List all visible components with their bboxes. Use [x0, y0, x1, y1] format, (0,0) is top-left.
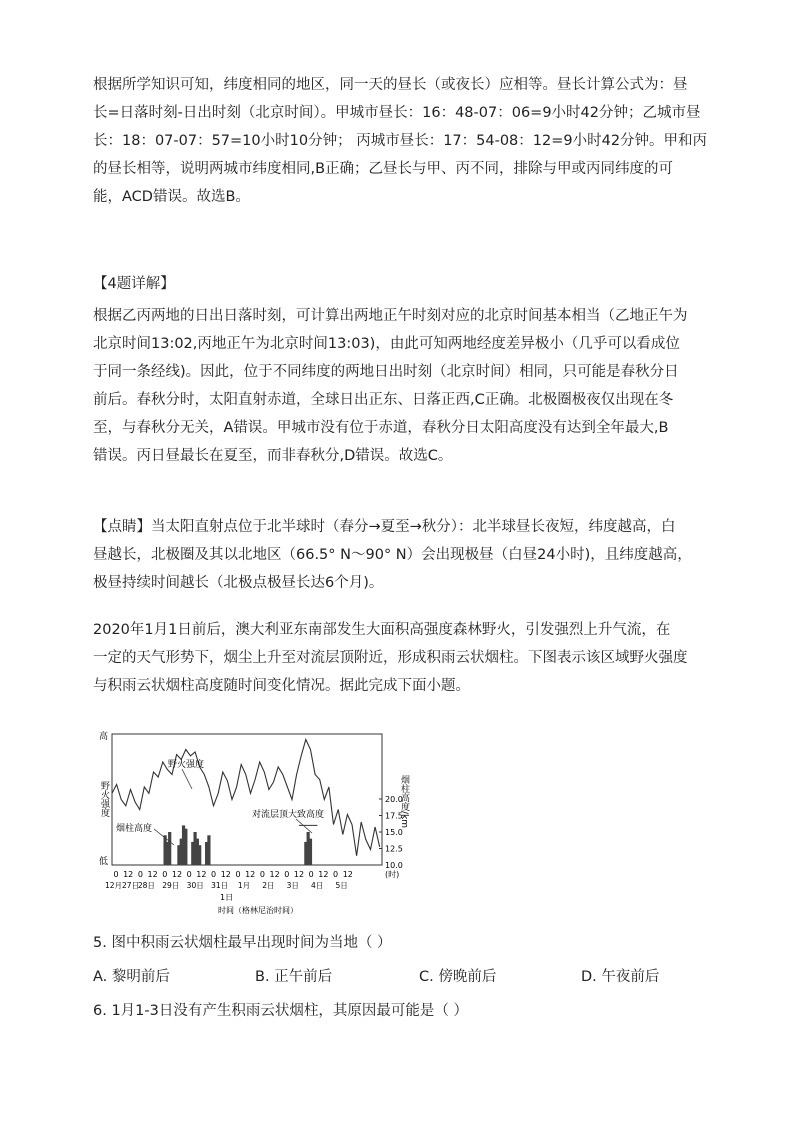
text-line: 根据乙丙两地的日出日落时刻，可计算出两地正午时刻对应的北京时间基本相当（乙地正午为	[93, 308, 688, 324]
x-hour-tick: 0	[235, 870, 241, 879]
annotation-fire: 野火强度	[168, 760, 205, 770]
text-line: 的昼长相等，说明两城市纬度相同,B正确；乙昼长与甲、丙不同，排除与甲或丙同纬度的可	[93, 161, 674, 177]
left-axis-label: 野火强度	[99, 781, 109, 817]
text-line: 根据所学知识可知，纬度相同的地区，同一天的昼长（或夜长）应相等。昼长计算公式为：昼	[93, 77, 688, 93]
x-day-label: 31日	[211, 881, 229, 890]
wildfire-intensity-line	[112, 740, 380, 856]
tip-paragraph	[93, 513, 713, 597]
x-hour-tick: 0	[211, 870, 217, 879]
x-day-label: 4日	[311, 881, 324, 890]
option-a[interactable]: A. 黎明前后	[93, 969, 170, 985]
text-line: 长：18：07-07：57=10小时10分钟； 丙城市昼长：17：54-08：12=9小时42分钟。甲和丙	[93, 133, 708, 149]
text-line: 与积雨云状烟柱高度随时间变化情况。据此完成下面小题。	[93, 678, 470, 694]
right-tick-label: 10.0	[385, 861, 403, 870]
question-6: 6. 1月1-3日没有产生积雨云状烟柱，其原因最可能是（ ）	[93, 1003, 468, 1019]
text-line: 北京时间13:02,丙地正午为北京时间13:03)，由此可知两地经度差异极小（几乎可以看成位	[93, 336, 680, 352]
x-hour-tick: 0	[186, 870, 192, 879]
x-day-label: 12月27日	[104, 881, 140, 890]
text-line: 错误。丙日昼最长在夏至，而非春秋分,D错误。故选C。	[93, 448, 453, 464]
option-d[interactable]: D. 午夜前后	[581, 969, 660, 985]
wildfire-chart	[96, 727, 414, 919]
x-hour-tick: 12	[293, 870, 305, 879]
x-day-label: 28日	[137, 881, 155, 890]
right-tick-label: 15.0	[385, 828, 403, 837]
context-paragraph	[93, 616, 713, 700]
x-day-label: 2日	[262, 881, 275, 890]
option-c[interactable]: C. 傍晚前后	[419, 969, 497, 985]
annotation-tropopause: 对流层顶大致高度	[252, 810, 325, 820]
x-hour-tick: 12	[171, 870, 183, 879]
text-line: 能，ACD错误。故选B。	[93, 189, 250, 205]
option-b[interactable]: B. 正午前后	[255, 969, 333, 985]
x-day-label: 5日	[335, 881, 348, 890]
question-5: 5. 图中积雨云状烟柱最早出现时间为当地（ ）	[93, 935, 392, 951]
x-unit: (时)	[385, 870, 400, 879]
x-hour-tick: 12	[147, 870, 158, 879]
x-hour-tick: 0	[259, 870, 265, 879]
x-hour-tick: 12	[245, 870, 256, 879]
x-hour-tick: 0	[308, 870, 314, 879]
heading-question-4: 【4题详解】	[93, 276, 175, 292]
right-tick-label: 17.5	[385, 811, 403, 821]
x-hour-tick: 0	[137, 870, 143, 879]
x-hour-tick: 12	[318, 870, 329, 879]
text-line: 于同一条经线)。因此，位于不同纬度的两地日出时刻（北京时间）相同，只可能是春秋分日	[93, 364, 679, 380]
right-axis-label: 烟柱高度/km	[399, 775, 409, 829]
text-line: 【点睛】当太阳直射点位于北半球时（春分→夏至→秋分）：北半球昼长夜短，纬度越高，白	[93, 519, 676, 535]
x-hour-tick: 0	[162, 870, 168, 879]
smoke-bar	[207, 835, 210, 865]
x-day-label: 30日	[186, 881, 204, 890]
smoke-bar	[184, 829, 187, 865]
annotation-fire-pointer	[182, 769, 192, 789]
right-tick-label: 12.5	[385, 844, 403, 854]
smoke-bar	[309, 839, 312, 865]
x-hour-tick: 12	[220, 870, 231, 879]
plot-frame	[112, 734, 382, 865]
annotation-tropopause-pointer	[296, 819, 312, 833]
right-tick-label: 20.0	[385, 795, 403, 804]
x-hour-tick: 0	[333, 870, 339, 879]
text-line: 至，与春秋分无关，A错误。甲城市没有位于赤道，春秋分日太阳高度没有达到全年最大,B	[93, 420, 669, 436]
left-axis-high: 高	[99, 732, 109, 742]
left-axis-low: 低	[99, 857, 109, 867]
x-hour-tick: 0	[284, 870, 290, 879]
x-hour-tick: 0	[113, 870, 119, 879]
text-line: 前后。春秋分时，太阳直射赤道，全球日出正东、日落正西,C正确。北极圈极夜仅出现在冬	[93, 392, 674, 408]
text-line: 长=日落时刻-日出时刻（北京时间）。甲城市昼长：16：48-07：06=9小时42分钟；乙城市昼	[93, 105, 701, 121]
smoke-bar	[198, 845, 201, 865]
x-axis-title: 时间（格林尼治时间）	[218, 906, 298, 915]
x-hour-tick: 12	[342, 870, 353, 879]
x-day-label: 1月	[237, 881, 251, 890]
x-sublabel: 1日	[220, 893, 234, 902]
smoke-bar	[168, 832, 171, 865]
x-hour-tick: 12	[269, 870, 280, 879]
chart-svg	[96, 727, 414, 919]
paragraph-answer-3	[93, 71, 713, 211]
text-line: 2020年1月1日前后，澳大利亚东南部发生大面积高强度森林野火，引发强烈上升气流，在	[93, 622, 671, 638]
annotation-smoke: 烟柱高度	[116, 824, 153, 834]
x-hour-tick: 12	[123, 870, 134, 879]
x-day-label: 29日	[162, 881, 180, 890]
x-hour-tick: 12	[196, 870, 207, 879]
text-line: 极昼持续时间越长（北极点极昼长达6个月)。	[93, 575, 384, 591]
x-day-label: 3日	[286, 881, 299, 890]
text-line: 一定的天气形势下，烟尘上升至对流层顶附近，形成积雨云状烟柱。下图表示该区域野火强度	[93, 650, 688, 666]
text-line: 昼越长，北极圈及其以北地区（66.5° N～90° N）会出现极昼（白昼24小时)，且纬度越高，	[93, 547, 692, 563]
paragraph-answer-4	[93, 302, 713, 470]
